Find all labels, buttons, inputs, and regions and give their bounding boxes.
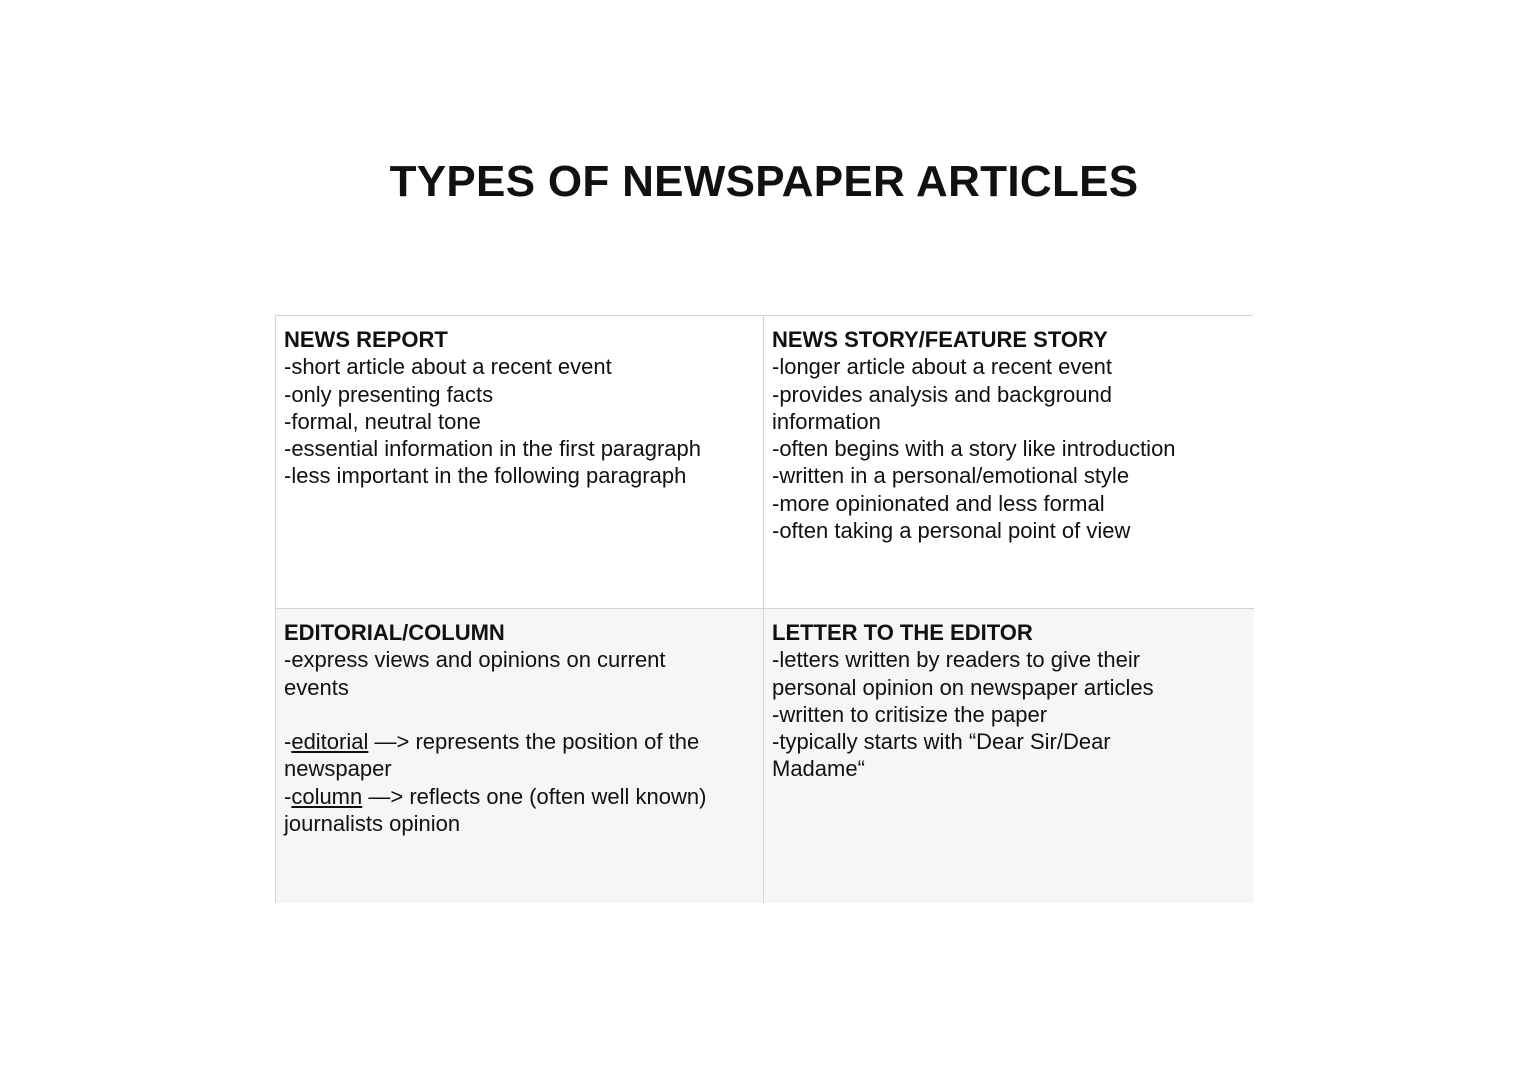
news-story-line: -provides analysis and background information bbox=[772, 381, 1112, 434]
letter-line: -typically starts with “Dear Sir/Dear Madame“ bbox=[772, 729, 1111, 782]
editorial-description: —> represents the position of the newspaper bbox=[284, 729, 700, 782]
news-story-line: -more opinionated and less formal bbox=[772, 490, 1105, 516]
letter-line: -written to critisize the paper bbox=[772, 701, 1048, 727]
news-report-heading: NEWS REPORT bbox=[284, 327, 448, 352]
editorial-prefix: - bbox=[284, 729, 292, 755]
paragraph-spacer bbox=[284, 701, 755, 728]
letter-cell bbox=[764, 608, 1254, 903]
news-report-line: -only presenting facts bbox=[284, 381, 494, 407]
editorial-cell bbox=[276, 608, 764, 903]
editorial-intro: -express views and opinions on current events bbox=[284, 647, 666, 700]
letter-line: -letters written by readers to give their personal opinion on newspaper articles bbox=[772, 647, 1154, 700]
column-definition bbox=[284, 783, 755, 838]
column-description: —> reflects one (often well known) journalists opinion bbox=[284, 783, 707, 837]
editorial-heading: EDITORIAL/COLUMN bbox=[284, 620, 505, 645]
news-story-line: -often begins with a story like introduction bbox=[772, 436, 1176, 462]
editorial-term: editorial bbox=[291, 729, 369, 755]
column-prefix: - bbox=[284, 783, 292, 809]
news-story-heading: NEWS STORY/FEATURE STORY bbox=[772, 327, 1108, 352]
news-report-line: -formal, neutral tone bbox=[284, 408, 481, 434]
news-report-cell bbox=[276, 316, 764, 608]
news-report-line: -short article about a recent event bbox=[284, 354, 612, 380]
article-types-table bbox=[275, 315, 1253, 902]
letter-heading: LETTER TO THE EDITOR bbox=[772, 620, 1033, 645]
news-story-cell bbox=[764, 316, 1254, 608]
page-title: TYPES OF NEWSPAPER ARTICLES bbox=[389, 157, 1139, 206]
news-story-line: -often taking a personal point of view bbox=[772, 518, 1131, 544]
news-report-line: -less important in the following paragraph bbox=[284, 463, 687, 489]
news-story-line: -written in a personal/emotional style bbox=[772, 463, 1130, 489]
editorial-definition bbox=[284, 728, 755, 783]
news-report-line: -essential information in the first paragraph bbox=[284, 436, 701, 462]
column-term: column bbox=[291, 783, 363, 809]
news-story-line: -longer article about a recent event bbox=[772, 354, 1112, 380]
